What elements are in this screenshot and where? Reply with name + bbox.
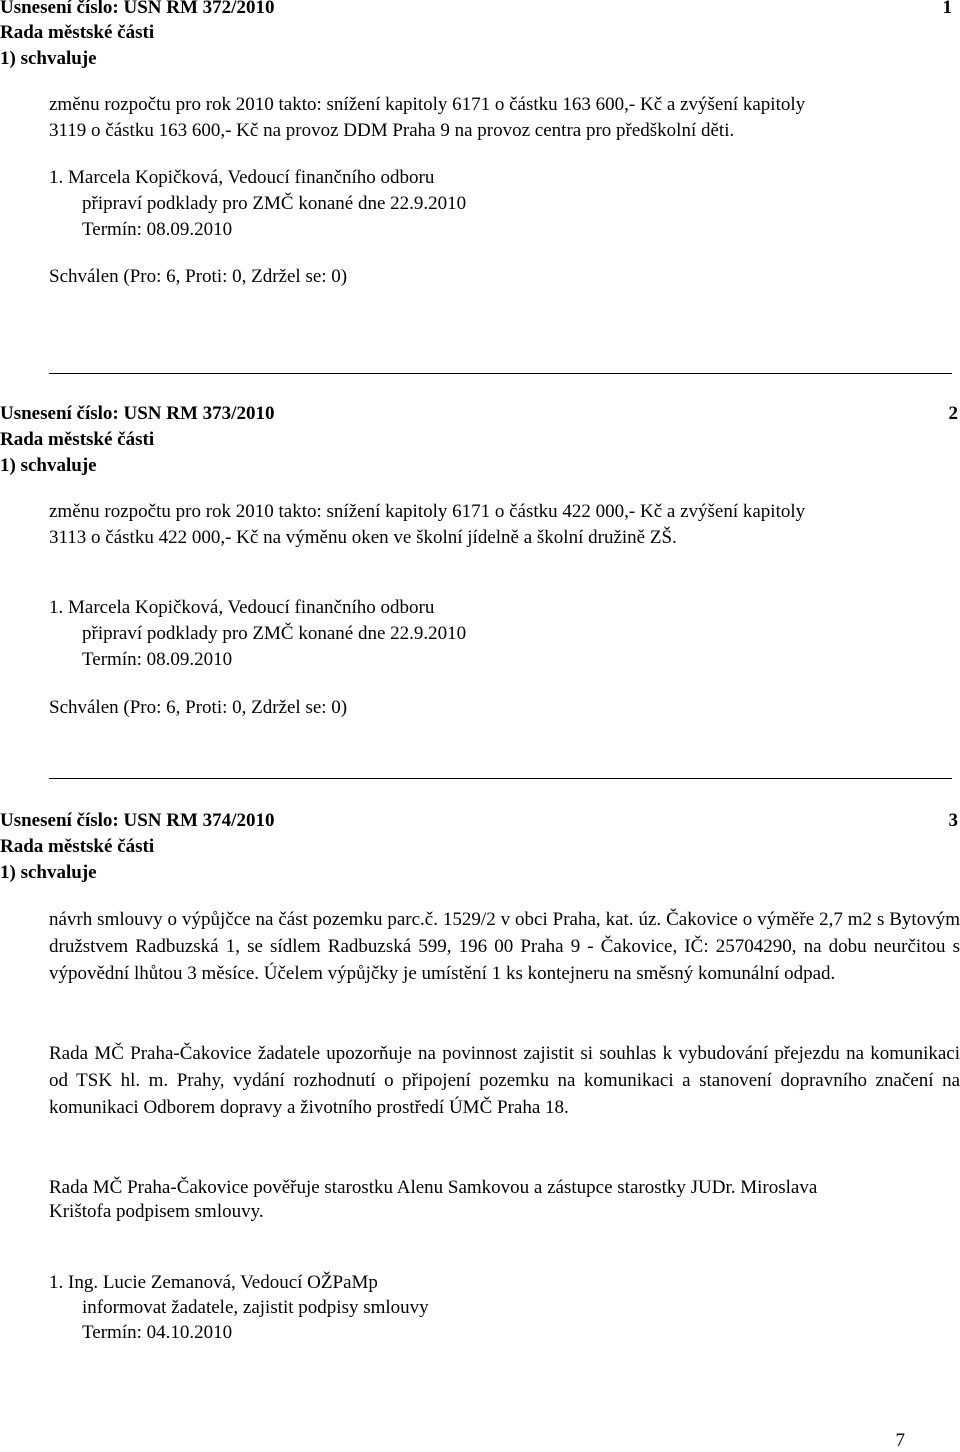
resolution-3-paragraph-1: návrh smlouvy o výpůjčce na část pozemku parc.č. 1529/2 v obci Praha, kat. úz. Čakovice o výměře 2,7 m2 s Bytovým družstvem Radbuzská 1, se sídlem Radbuzská 599, 196 00 Praha 9 - Čakovice, IČ: 25704290, na dobu neurčitou s výpovědní lhůtou 3 měsíce. Účelem výpůjčky je umístění 1 ks kontejneru na směsný komunální odpad. xyxy=(49,909,960,984)
resolution-2-vote: Schválen (Pro: 6, Proti: 0, Zdržel se: 0) xyxy=(49,697,348,718)
resolution-2-text-line-2: 3113 o částku 422 000,- Kč na výměnu oken ve školní jídelně a školní družině ZŠ. xyxy=(49,527,677,548)
resolution-3-number: 3 xyxy=(948,810,958,831)
resolution-2-task-responsible: 1. Marcela Kopičková, Vedoucí finančního odboru xyxy=(49,597,435,618)
resolution-1-action: 1) schvaluje xyxy=(0,48,97,69)
resolution-3-heading: Usnesení číslo: USN RM 374/2010 xyxy=(0,810,275,831)
resolution-3-action: 1) schvaluje xyxy=(0,862,97,883)
resolution-1-text-line-1: změnu rozpočtu pro rok 2010 takto: snížení kapitoly 6171 o částku 163 600,- Kč a zvýšení kapitoly xyxy=(49,94,806,115)
separator-2 xyxy=(49,778,952,779)
resolution-2-body: Rada městské části xyxy=(0,429,155,450)
resolution-2-deadline: Termín: 08.09.2010 xyxy=(82,649,233,670)
resolution-3-paragraph-3-line-2: Krištofa podpisem smlouvy. xyxy=(49,1201,264,1222)
resolution-2-text-line-1: změnu rozpočtu pro rok 2010 takto: snížení kapitoly 6171 o částku 422 000,- Kč a zvýšení kapitoly xyxy=(49,501,806,522)
resolution-3-body: Rada městské části xyxy=(0,836,155,857)
resolution-2-action: 1) schvaluje xyxy=(0,455,97,476)
resolution-3-task-responsible: 1. Ing. Lucie Zemanová, Vedoucí OŽPaMp xyxy=(49,1272,378,1293)
resolution-1-number: 1 xyxy=(942,0,952,18)
separator-1 xyxy=(49,373,952,374)
resolution-1-task-responsible: 1. Marcela Kopičková, Vedoucí finančního odboru xyxy=(49,167,435,188)
resolution-1-heading: Usnesení číslo: USN RM 372/2010 xyxy=(0,0,275,18)
resolution-1-task-text: připraví podklady pro ZMČ konané dne 22.9.2010 xyxy=(82,193,467,214)
page-number: 7 xyxy=(895,1430,905,1451)
resolution-1-text-line-2: 3119 o částku 163 600,- Kč na provoz DDM Praha 9 na provoz centra pro předškolní děti. xyxy=(49,120,735,141)
resolution-2-task-text: připraví podklady pro ZMČ konané dne 22.9.2010 xyxy=(82,623,467,644)
resolution-1-vote: Schválen (Pro: 6, Proti: 0, Zdržel se: 0) xyxy=(49,266,348,287)
resolution-2-number: 2 xyxy=(948,403,958,424)
resolution-3-paragraph-2: Rada MČ Praha-Čakovice žadatele upozorňuje na povinnost zajistit si souhlas k vybudování přejezdu na komunikaci od TSK hl. m. Prahy, vydání rozhodnutí o připojení pozemku na komunikaci a stanovení dopravního značení na komunikaci Odborem dopravy a životního prostředí ÚMČ Praha 18. xyxy=(49,1043,960,1118)
resolution-1-body: Rada městské části xyxy=(0,22,155,43)
resolution-3-paragraph-3-line-1: Rada MČ Praha-Čakovice pověřuje starostku Alenu Samkovou a zástupce starostky JUDr. Miroslava xyxy=(49,1177,818,1198)
resolution-3-task-text: informovat žadatele, zajistit podpisy smlouvy xyxy=(82,1297,429,1318)
resolution-1-deadline: Termín: 08.09.2010 xyxy=(82,219,233,240)
resolution-3-deadline: Termín: 04.10.2010 xyxy=(82,1322,233,1343)
resolution-2-heading: Usnesení číslo: USN RM 373/2010 xyxy=(0,403,275,424)
